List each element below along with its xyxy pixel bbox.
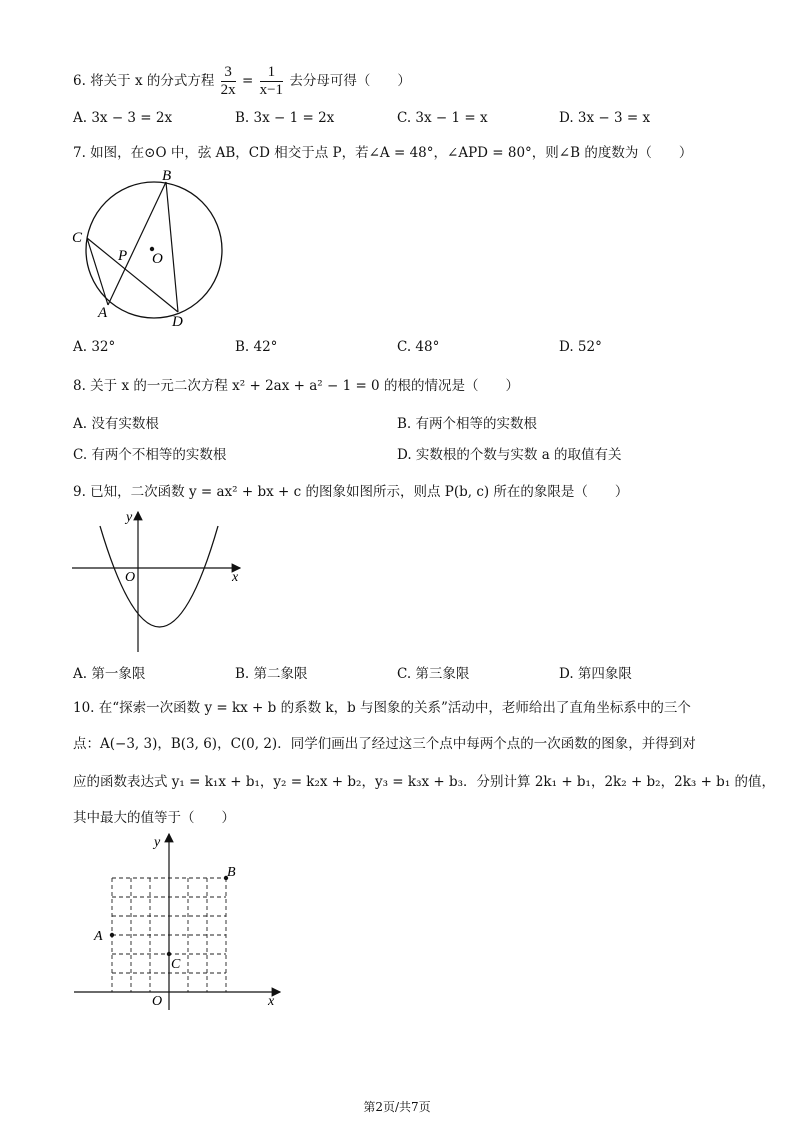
q8-option-b[interactable]: B. 有两个相等的实数根	[397, 416, 538, 432]
q7-label-c: C	[72, 230, 83, 246]
question-6-stem	[73, 64, 411, 99]
question-10-line-2: 点：A(−3, 3)，B(3, 6)，C(0, 2)．同学们画出了经过这三个点中每两个点的一次函数的图象，并得到对	[73, 736, 696, 752]
q10-label-b: B	[227, 865, 236, 880]
q9-option-d[interactable]: D. 第四象限	[559, 666, 632, 682]
q10-label-x: x	[268, 994, 275, 1009]
q6-option-c[interactable]: C. 3x − 1 = x	[397, 110, 488, 126]
question-10-line-4: 其中最大的值等于（ ）	[73, 810, 235, 826]
q10-label-a: A	[94, 929, 103, 944]
q6-option-a[interactable]: A. 3x − 3 = 2x	[73, 110, 173, 126]
q6-fraction-right	[260, 64, 283, 99]
question-10-line-3: 应的函数表达式 y₁ = k₁x + b₁，y₂ = k₂x + b₂，y₃ = k₃x + b₃．分别计算 2k₁ + b₁，2k₂ + b₂，2k₃ + b₁ 的值，	[73, 774, 776, 790]
page-footer: 第2页/共7页	[363, 1100, 431, 1114]
q6-option-d[interactable]: D. 3x − 3 = x	[559, 110, 651, 126]
q7-segment-bd	[166, 182, 178, 312]
q7-chord-ab	[108, 182, 166, 305]
q7-label-a: A	[98, 305, 108, 321]
q9-label-y: y	[126, 510, 133, 525]
q7-option-b[interactable]: B. 42°	[235, 339, 278, 355]
q9-label-x: x	[232, 570, 239, 585]
q6-frac1-denominator: 2x	[220, 82, 236, 98]
question-10-line-1: 10. 在“探索一次函数 y = kx + b 的系数 k，b 与图象的关系”活动中，老师给出了直角坐标系中的三个	[73, 700, 691, 716]
question-8-stem: 8. 关于 x 的一元二次方程 x² + 2ax + a² − 1 = 0 的根的情况是（ ）	[73, 378, 519, 394]
q9-parabola	[100, 526, 218, 627]
q6-prefix: 6. 将关于 x 的分式方程	[73, 73, 215, 89]
q10-point-c	[167, 952, 171, 956]
q9-option-b[interactable]: B. 第二象限	[235, 666, 308, 682]
q8-option-d[interactable]: D. 实数根的个数与实数 a 的取值有关	[397, 447, 622, 463]
q9-option-c[interactable]: C. 第三象限	[397, 666, 470, 682]
q6-equals: =	[241, 73, 254, 89]
q6-suffix: 去分母可得（ ）	[289, 73, 411, 89]
q6-frac1-numerator: 3	[221, 64, 236, 82]
q10-label-o: O	[152, 994, 163, 1009]
q7-option-a[interactable]: A. 32°	[73, 339, 116, 355]
q7-circle-figure	[68, 165, 228, 330]
q10-label-y: y	[154, 835, 161, 850]
q10-point-a	[110, 933, 114, 937]
question-9-stem: 9. 已知，二次函数 y = ax² + bx + c 的图象如图所示，则点 P(b, c) 所在的象限是（ ）	[73, 484, 629, 500]
q8-option-a[interactable]: A. 没有实数根	[73, 416, 159, 432]
q10-label-c: C	[171, 957, 181, 972]
q7-option-d[interactable]: D. 52°	[559, 339, 602, 355]
q6-fraction-left	[221, 64, 236, 99]
q7-label-d: D	[172, 314, 183, 330]
q8-option-c[interactable]: C. 有两个不相等的实数根	[73, 447, 227, 463]
q6-option-b[interactable]: B. 3x − 1 = 2x	[235, 110, 335, 126]
q9-label-o: O	[125, 570, 136, 585]
q7-chord-cd	[87, 238, 178, 312]
q6-frac2-numerator: 1	[260, 64, 283, 82]
q7-label-p: P	[118, 248, 128, 264]
q6-frac2-denominator: x−1	[259, 82, 284, 98]
q7-option-c[interactable]: C. 48°	[397, 339, 440, 355]
q7-circle	[86, 182, 222, 318]
q10-grid-figure	[70, 830, 290, 1015]
q7-label-b: B	[162, 168, 172, 184]
q9-option-a[interactable]: A. 第一象限	[73, 666, 146, 682]
q7-label-o: O	[152, 251, 163, 267]
question-7-stem: 7. 如图，在⊙O 中，弦 AB，CD 相交于点 P，若∠A = 48°，∠APD = 80°，则∠B 的度数为（ ）	[73, 145, 693, 161]
q9-parabola-figure	[70, 506, 250, 658]
